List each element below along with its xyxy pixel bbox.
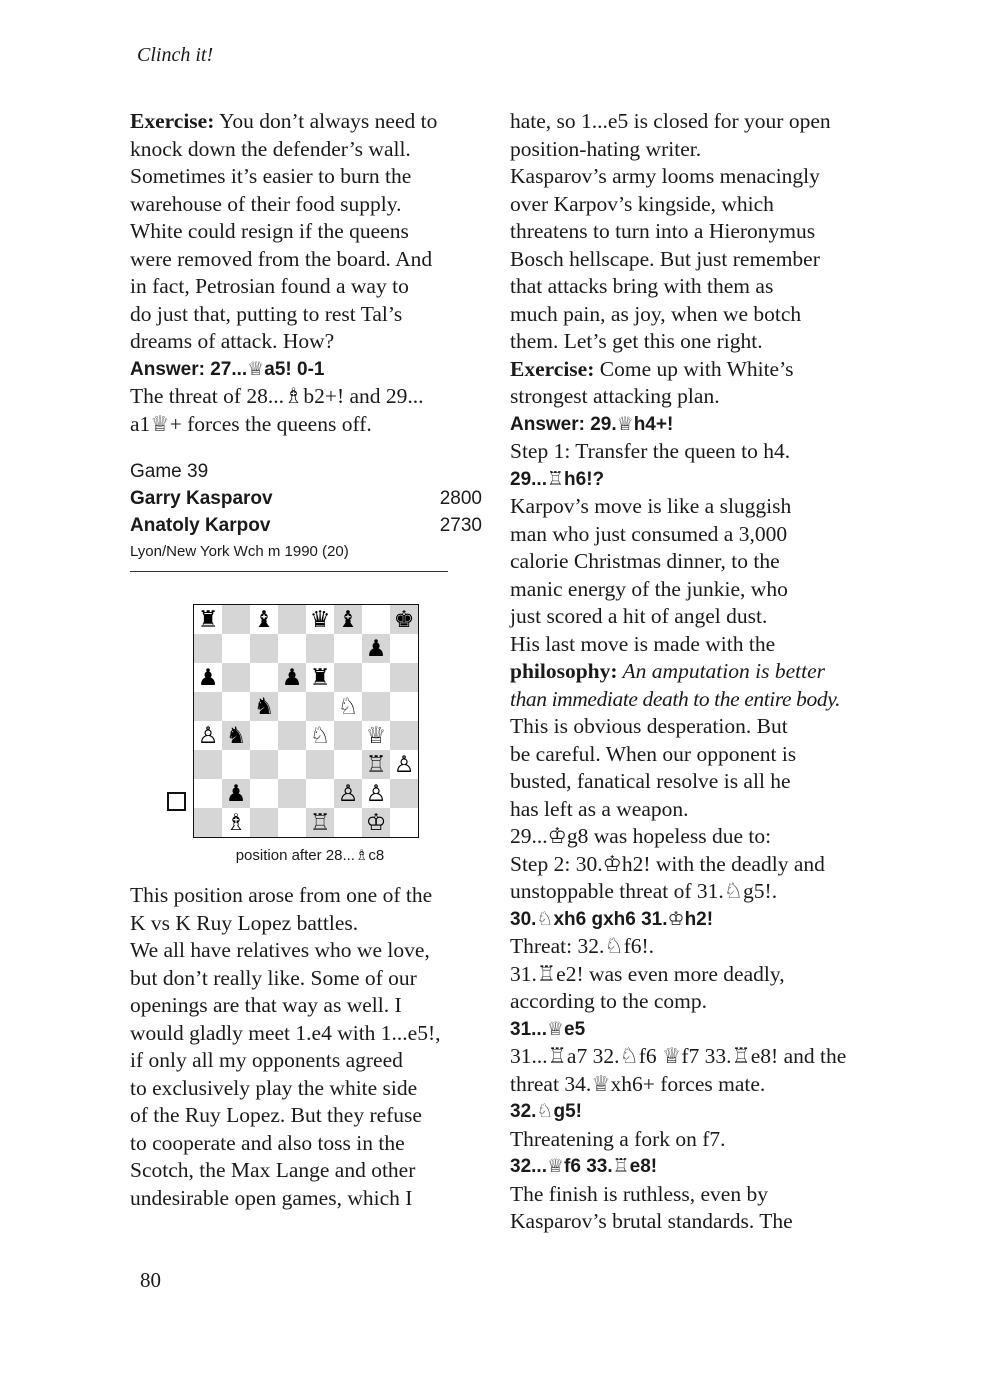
text-line: Bosch hellscape. But just remember [510, 246, 820, 271]
square-b7 [222, 634, 250, 663]
square-f2 [334, 779, 362, 808]
text-run: a1 [130, 411, 151, 436]
threat-paragraph [130, 383, 490, 438]
chess-piece-icon: ♙ [197, 722, 219, 749]
black-player-rating: 2730 [439, 515, 482, 536]
chess-piece-icon: ♙ [365, 780, 387, 807]
text-run: + forces the queens off. [169, 411, 372, 436]
square-d3 [278, 750, 306, 779]
rook-figurine-icon: ♖ [612, 1155, 630, 1177]
queen-figurine-icon: ♕ [150, 411, 170, 437]
queen-figurine-icon: ♕ [546, 1155, 565, 1177]
square-e8 [306, 605, 334, 634]
caption-text: position after 28... [235, 847, 355, 864]
square-g2 [362, 779, 390, 808]
chess-piece-icon: ♝ [253, 606, 275, 633]
fork-note: Threatening a fork on f7. [510, 1126, 726, 1151]
chess-piece-icon: ♖ [309, 809, 331, 836]
text-line: We all have relatives who we love, [130, 938, 430, 962]
right-column [510, 108, 870, 1236]
white-player-row [130, 485, 482, 512]
chess-piece-icon: ♕ [365, 722, 387, 749]
move-32 [510, 1098, 870, 1126]
answer-move [130, 356, 490, 384]
square-h7 [390, 634, 418, 663]
square-f5 [334, 692, 362, 721]
square-d1 [278, 808, 306, 837]
text-line: This position arose from one of the [130, 883, 433, 907]
square-b1 [222, 808, 250, 837]
text-run: threat 34. [510, 1071, 592, 1096]
text-line: to cooperate and also toss in the [130, 1130, 405, 1155]
text-run: g5!. [743, 879, 778, 903]
square-g3 [362, 750, 390, 779]
square-d6 [278, 663, 306, 692]
text-line: Kasparov’s brutal standards. The [510, 1209, 793, 1233]
exercise-label: Exercise: [510, 356, 595, 381]
rook-figurine-icon: ♖ [536, 961, 557, 987]
text-line: that attacks bring with them as [510, 274, 774, 298]
square-h2 [390, 779, 418, 808]
move-text: 32... [510, 1156, 547, 1177]
square-b6 [222, 663, 250, 692]
chess-piece-icon: ♞ [253, 693, 275, 720]
square-f3 [334, 750, 362, 779]
text-line: dreams of attack. How? [130, 329, 335, 353]
move-31 [510, 1016, 870, 1044]
move-text: h6!? [564, 468, 605, 490]
move-text: xh6 gxh6 31. [553, 908, 668, 930]
square-a3 [194, 750, 222, 779]
text-line: but don’t really like. Some of our [130, 965, 417, 990]
text-line: of the Ruy Lopez. But they refuse [130, 1103, 422, 1127]
square-b4 [222, 721, 250, 750]
move-text: Answer: 27... [130, 358, 248, 380]
knight-figurine-icon: ♘ [536, 1100, 554, 1122]
square-f4 [334, 721, 362, 750]
chess-piece-icon: ♘ [309, 722, 331, 749]
square-f8 [334, 605, 362, 634]
move-text: Answer: 29. [510, 413, 617, 435]
square-h4 [390, 721, 418, 750]
square-b2 [222, 779, 250, 808]
chessboard [193, 604, 419, 838]
text-line: threatens to turn into a Hieronymus [510, 219, 816, 243]
queen-figurine-icon: ♕ [546, 1017, 565, 1040]
text-run: unstoppable threat of 31. [510, 879, 724, 903]
square-c3 [250, 750, 278, 779]
text-line: just scored a hit of angel dust. [510, 604, 768, 628]
rook-figurine-icon: ♖ [731, 1044, 751, 1069]
chess-piece-icon: ♟ [281, 664, 303, 691]
text-run: 29... [510, 824, 548, 848]
move-29-black [510, 466, 870, 494]
chess-piece-icon: ♟ [365, 635, 387, 662]
rook-figurine-icon: ♖ [546, 467, 565, 490]
black-player-row [130, 512, 482, 539]
threat-32 [510, 933, 870, 961]
text-line: White could resign if the queens [130, 219, 409, 243]
square-a5 [194, 692, 222, 721]
bishop-figurine-icon: ♗ [354, 846, 369, 864]
square-c7 [250, 634, 278, 663]
chess-piece-icon: ♟ [197, 664, 219, 691]
move-text: 32. [510, 1101, 537, 1122]
square-e4 [306, 721, 334, 750]
step-one: Step 1: Transfer the queen to h4. [510, 439, 791, 463]
exercise-paragraph [130, 108, 490, 356]
square-b5 [222, 692, 250, 721]
text-line: warehouse of their food supply. [130, 191, 402, 216]
text-run: f7 33. [681, 1044, 732, 1068]
text-line: be careful. When our opponent is [510, 741, 797, 766]
black-player-name: Anatoly Karpov [130, 515, 271, 536]
text-line: manic energy of the junkie, who [510, 576, 788, 601]
square-e2 [306, 779, 334, 808]
square-a7 [194, 634, 222, 663]
line-31 [510, 1043, 870, 1098]
game-number: Game 39 [130, 461, 209, 482]
move-text: h4+! [633, 413, 674, 435]
square-e6 [306, 663, 334, 692]
square-b3 [222, 750, 250, 779]
square-g5 [362, 692, 390, 721]
text-line: would gladly meet 1.e4 with 1...e5!, [130, 1020, 441, 1045]
square-e3 [306, 750, 334, 779]
knight-figurine-icon: ♘ [619, 1044, 639, 1069]
text-run: 31... [510, 1044, 548, 1068]
move-text: e5 [564, 1018, 586, 1040]
text-line: K vs K Ruy Lopez battles. [130, 910, 359, 935]
chess-piece-icon: ♚ [393, 606, 415, 633]
left-column [130, 108, 490, 1212]
chess-piece-icon: ♜ [309, 664, 331, 691]
move-30 [510, 906, 870, 934]
square-c2 [250, 779, 278, 808]
text-line: You don’t always need to [214, 109, 438, 133]
square-f1 [334, 808, 362, 837]
chess-piece-icon: ♙ [337, 780, 359, 807]
square-e5 [306, 692, 334, 721]
text-line: strongest attacking plan. [510, 384, 720, 408]
karpov-paragraph [510, 493, 870, 906]
square-a6 [194, 663, 222, 692]
game-header [130, 458, 490, 572]
queen-figurine-icon: ♕ [247, 357, 265, 380]
square-f6 [334, 663, 362, 692]
text-line: position-hating writer. [510, 136, 702, 161]
text-line: in fact, Petrosian found a way to [130, 274, 409, 298]
move-text: g5! [553, 1101, 582, 1122]
chess-piece-icon: ♘ [337, 693, 359, 720]
text-run: f6!. [623, 934, 655, 958]
text-line: them. Let’s get this one right. [510, 329, 763, 353]
chess-piece-icon: ♖ [365, 751, 387, 778]
move-text: 29... [510, 468, 547, 490]
chess-piece-icon: ♞ [225, 722, 247, 749]
text-line: according to the comp. [510, 989, 708, 1013]
intro-paragraph [510, 108, 870, 356]
text-line: over Karpov’s kingside, which [510, 191, 774, 216]
square-h8 [390, 605, 418, 634]
queen-figurine-icon: ♕ [662, 1044, 682, 1069]
text-line: busted, fanatical resolve is all he [510, 769, 791, 793]
text-line: were removed from the board. And [130, 246, 433, 271]
square-h1 [390, 808, 418, 837]
text-run: b2+! and 29... [303, 384, 424, 408]
square-d7 [278, 634, 306, 663]
square-h5 [390, 692, 418, 721]
text-line: calorie Christmas dinner, to the [510, 549, 780, 573]
text-run: h2! with the deadly and [621, 851, 825, 876]
chess-piece-icon: ♛ [309, 606, 331, 633]
text-line: do just that, putting to rest Tal’s [130, 301, 403, 326]
square-a8 [194, 605, 222, 634]
knight-figurine-icon: ♘ [536, 907, 554, 930]
exercise-label: Exercise: [130, 109, 215, 133]
philosophy-text: than immediate death to the entire body. [510, 686, 841, 711]
queen-figurine-icon: ♕ [591, 1071, 611, 1097]
answer-move [510, 411, 870, 439]
move-text: h2! [684, 908, 714, 930]
move-32-black [510, 1153, 870, 1181]
text-run: a7 32. [566, 1044, 620, 1068]
white-to-move-indicator [167, 792, 186, 811]
text-run: f6 [638, 1044, 663, 1068]
square-d5 [278, 692, 306, 721]
text-run: Threat: 32. [510, 934, 605, 958]
text-run: Come up with White’s [594, 356, 794, 381]
knight-figurine-icon: ♘ [723, 879, 744, 904]
bishop-figurine-icon: ♗ [284, 384, 304, 409]
square-a4 [194, 721, 222, 750]
text-line: much pain, as joy, when we botch [510, 301, 802, 326]
body-paragraph [130, 882, 490, 1212]
text-line: undesirable open games, which I [130, 1185, 413, 1210]
caption-text: c8 [368, 847, 385, 864]
move-text: f6 33. [564, 1156, 613, 1177]
philosophy-text: An amputation is better [617, 659, 825, 683]
square-f7 [334, 634, 362, 663]
text-run: g8 was hopeless due to: [566, 824, 772, 848]
text-line: has left as a weapon. [510, 796, 689, 821]
square-c8 [250, 605, 278, 634]
chess-piece-icon: ♙ [393, 751, 415, 778]
text-line: Sometimes it’s easier to burn the [130, 164, 412, 188]
white-player-name: Garry Kasparov [130, 488, 273, 509]
square-a1 [194, 808, 222, 837]
diagram-caption [130, 846, 490, 864]
chess-piece-icon: ♜ [197, 606, 219, 633]
text-line: Scotch, the Max Lange and other [130, 1158, 416, 1182]
text-run: e8! and the [750, 1044, 847, 1068]
chess-piece-icon: ♔ [365, 809, 387, 836]
queen-figurine-icon: ♕ [616, 412, 634, 435]
text-line: if only all my opponents agreed [130, 1048, 403, 1072]
text-line: This is obvious desperation. But [510, 714, 788, 738]
square-h3 [390, 750, 418, 779]
square-b8 [222, 605, 250, 634]
king-figurine-icon: ♔ [547, 824, 567, 849]
square-d8 [278, 605, 306, 634]
square-c5 [250, 692, 278, 721]
text-line: man who just consumed a 3,000 [510, 521, 788, 546]
event-info: Lyon/New York Wch m 1990 (20) [130, 543, 349, 560]
chess-piece-icon: ♗ [225, 809, 247, 836]
square-h6 [390, 663, 418, 692]
square-g8 [362, 605, 390, 634]
text-run: e2! was even more deadly, [556, 961, 785, 986]
king-figurine-icon: ♔ [602, 851, 622, 877]
square-c4 [250, 721, 278, 750]
square-g6 [362, 663, 390, 692]
re2-note [510, 961, 870, 1016]
square-c1 [250, 808, 278, 837]
square-e7 [306, 634, 334, 663]
white-player-rating: 2800 [439, 488, 482, 509]
move-text: 31... [510, 1018, 547, 1040]
text-run: The threat of 28... [130, 384, 285, 408]
text-line: Kasparov’s army looms menacingly [510, 164, 820, 188]
text-line: Karpov’s move is like a sluggish [510, 494, 792, 518]
square-d4 [278, 721, 306, 750]
rook-figurine-icon: ♖ [547, 1044, 567, 1069]
square-g4 [362, 721, 390, 750]
page-number: 80 [140, 1268, 161, 1292]
square-g1 [362, 808, 390, 837]
exercise-paragraph [510, 356, 870, 411]
chess-diagram [130, 572, 490, 882]
finish-paragraph [510, 1181, 870, 1236]
chess-piece-icon: ♝ [337, 606, 359, 633]
square-e1 [306, 808, 334, 837]
move-text: a5! 0-1 [264, 358, 325, 380]
square-g7 [362, 634, 390, 663]
square-a2 [194, 779, 222, 808]
chess-piece-icon: ♟ [225, 780, 247, 807]
move-text: 30. [510, 908, 537, 930]
text-line: openings are that way as well. I [130, 993, 402, 1017]
text-line: hate, so 1...e5 is closed for your open [510, 109, 831, 133]
knight-figurine-icon: ♘ [604, 934, 624, 959]
king-figurine-icon: ♔ [667, 907, 685, 930]
text-line: The finish is ruthless, even by [510, 1181, 768, 1206]
philosophy-label: philosophy: [510, 659, 618, 683]
text-run: 31. [510, 961, 537, 986]
square-d2 [278, 779, 306, 808]
text-run: Step 2: 30. [510, 851, 603, 876]
square-c6 [250, 663, 278, 692]
text-run: xh6+ forces mate. [610, 1071, 766, 1096]
move-text: e8! [629, 1156, 658, 1177]
text-line: to exclusively play the white side [130, 1075, 418, 1100]
text-line: knock down the defender’s wall. [130, 136, 411, 161]
running-head: Clinch it! [137, 44, 214, 66]
text-line: His last move is made with the [510, 631, 776, 656]
